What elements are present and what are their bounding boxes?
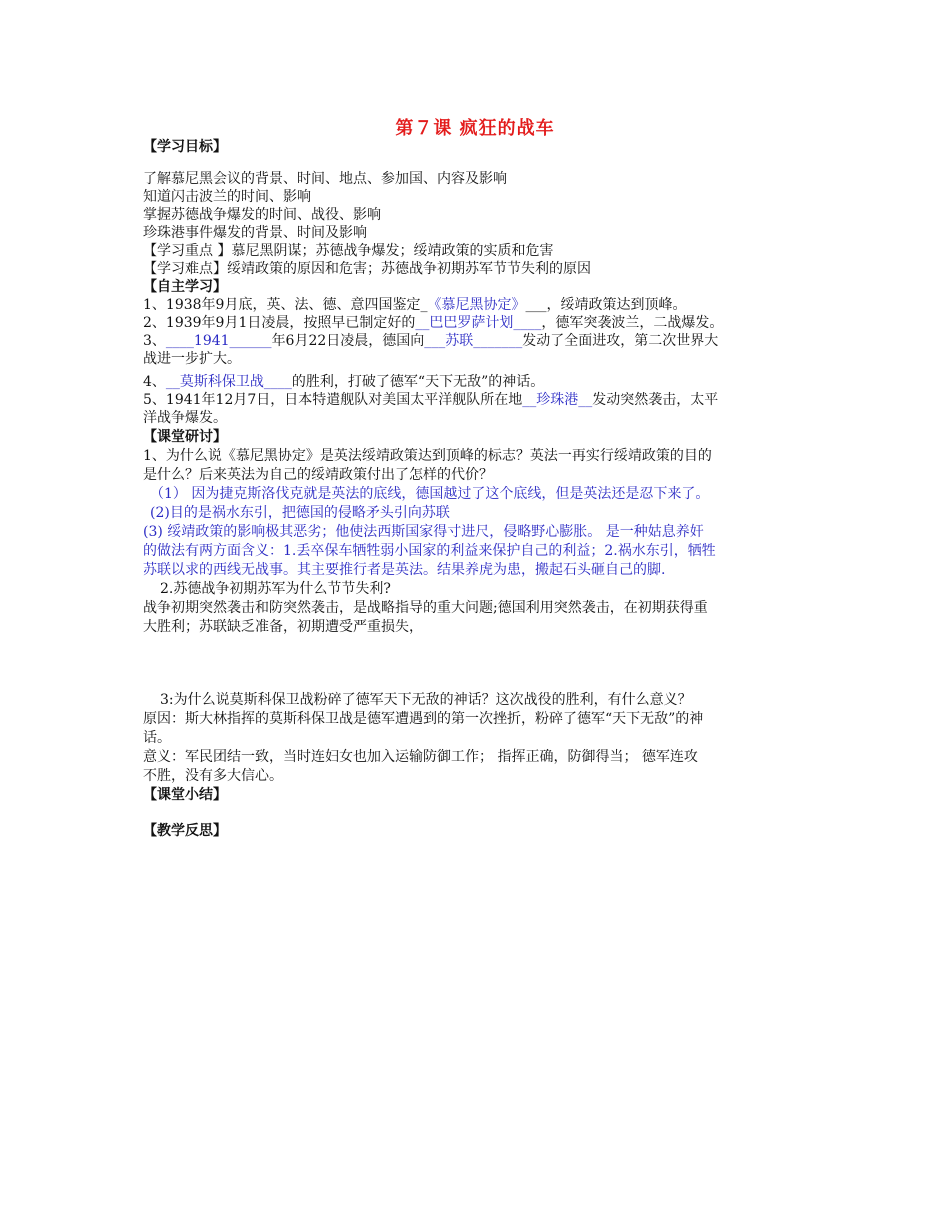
self-study-question-5-cont: 洋战争爆发。 xyxy=(143,410,227,426)
answer-line: (3) 绥靖政策的影响极其恶劣；他使法西斯国家得寸进尺，侵略野心膨胀。 是一种姑息养奸 xyxy=(143,524,704,540)
question-text: 3、 xyxy=(143,333,166,349)
self-study-question-3 xyxy=(143,332,718,350)
self-study-heading: 【自主学习】 xyxy=(143,279,227,295)
discussion-question-1-cont: 是什么？后来英法为自己的绥靖政策付出了怎样的代价？ xyxy=(143,467,493,483)
answer-text: __珍珠港__ xyxy=(522,392,593,408)
goal-item: 知道闪击波兰的时间、影响 xyxy=(143,189,311,205)
discussion-question-3: 3:为什么说莫斯科保卫战粉碎了德军天下无敌的神话？这次战役的胜利，有什么意义？ xyxy=(160,692,692,708)
question-text: 4、 xyxy=(143,374,166,390)
class-study-heading: 【课堂研讨】 xyxy=(143,429,227,445)
goal-item: 了解慕尼黑会议的背景、时间、地点、参加国、内容及影响 xyxy=(143,171,507,187)
question-text: 2、1939年9月1日凌晨，按照早已制定好的 xyxy=(143,315,416,331)
answer-line: 意义：军民团结一致，当时连妇女也加入运输防御工作； 指挥正确，防御得当； 德军连攻 xyxy=(143,749,698,765)
answer-line: 大胜利；苏联缺乏准备，初期遭受严重损失， xyxy=(143,619,423,635)
answer-text: __巴巴罗萨计划____ xyxy=(415,315,542,331)
summary-heading: 【课堂小结】 xyxy=(143,787,227,803)
self-study-question-5 xyxy=(143,391,718,409)
discussion-question-1: 1、为什么说《慕尼黑协定》是英法绥靖政策达到顶峰的标志？英法一再实行绥靖政策的目的 xyxy=(143,448,712,464)
self-study-question-1 xyxy=(143,296,686,314)
question-text: ___，绥靖政策达到顶峰。 xyxy=(525,297,687,313)
answer-line: （1） 因为捷克斯洛伐克就是英法的底线，德国越过了这个底线，但是英法还是忍下来了。 xyxy=(150,486,710,502)
question-text: 年6月22日凌晨，德国向 xyxy=(271,333,425,349)
question-text: 1、1938年9月底，英、法、德、意四国鉴定_ xyxy=(143,297,428,313)
reflection-heading: 【教学反思】 xyxy=(143,823,227,839)
question-text: 发动突然袭击，太平 xyxy=(592,392,719,408)
difficulties: 【学习难点】绥靖政策的原因和危害；苏德战争初期苏军节节失利的原因 xyxy=(143,261,591,277)
answer-text: __莫斯科保卫战____ xyxy=(165,374,292,390)
answer-text: ____1941______ xyxy=(165,333,272,349)
answer-line: 话。 xyxy=(143,730,171,746)
answer-line: 战争初期突然袭击和防突然袭击，是战略指导的重大问题;德国利用突然袭击，在初期获得重 xyxy=(143,600,708,616)
answer-line: 苏联以求的西线无战事。其主要推行者是英法。结果养虎为患，搬起石头砸自己的脚. xyxy=(143,562,666,578)
self-study-question-3-cont: 战进一步扩大。 xyxy=(143,351,241,367)
question-text: 的胜利，打破了德军“天下无敌”的神话。 xyxy=(291,374,545,390)
discussion-question-2: 2.苏德战争初期苏军为什么节节失利? xyxy=(160,581,391,597)
question-text: 发动了全面进攻，第二次世界大 xyxy=(522,333,719,349)
answer-line: (2)目的是祸水东引，把德国的侵略矛头引向苏联 xyxy=(150,505,450,521)
goals-heading: 【学习目标】 xyxy=(143,139,227,155)
goal-item: 珍珠港事件爆发的背景、时间及影响 xyxy=(143,225,367,241)
answer-text: 《慕尼黑协定》 xyxy=(427,297,526,313)
goal-item: 掌握苏德战争爆发的时间、战役、影响 xyxy=(143,207,381,223)
self-study-question-4 xyxy=(143,373,544,391)
answer-line: 原因：斯大林指挥的莫斯科保卫战是德军遭遇到的第一次挫折，粉碎了德军“天下无敌”的神 xyxy=(143,711,704,727)
page-title: 第７课 疯狂的战车 xyxy=(395,118,555,139)
answer-text: ___苏联_______ xyxy=(424,333,523,349)
key-points: 【学习重点 】慕尼黑阴谋；苏德战争爆发；绥靖政策的实质和危害 xyxy=(143,243,554,259)
answer-line: 的做法有两方面含义：1.丢卒保车牺牲弱小国家的利益来保护自己的利益；2.祸水东引，牺牲 xyxy=(143,543,716,559)
question-text: ，德军突袭波兰，二战爆发。 xyxy=(541,315,724,331)
question-text: 5、1941年12月7日，日本特遣舰队对美国太平洋舰队所在地 xyxy=(143,392,523,408)
answer-line: 不胜，没有多大信心。 xyxy=(143,768,283,784)
self-study-question-2 xyxy=(143,314,723,332)
